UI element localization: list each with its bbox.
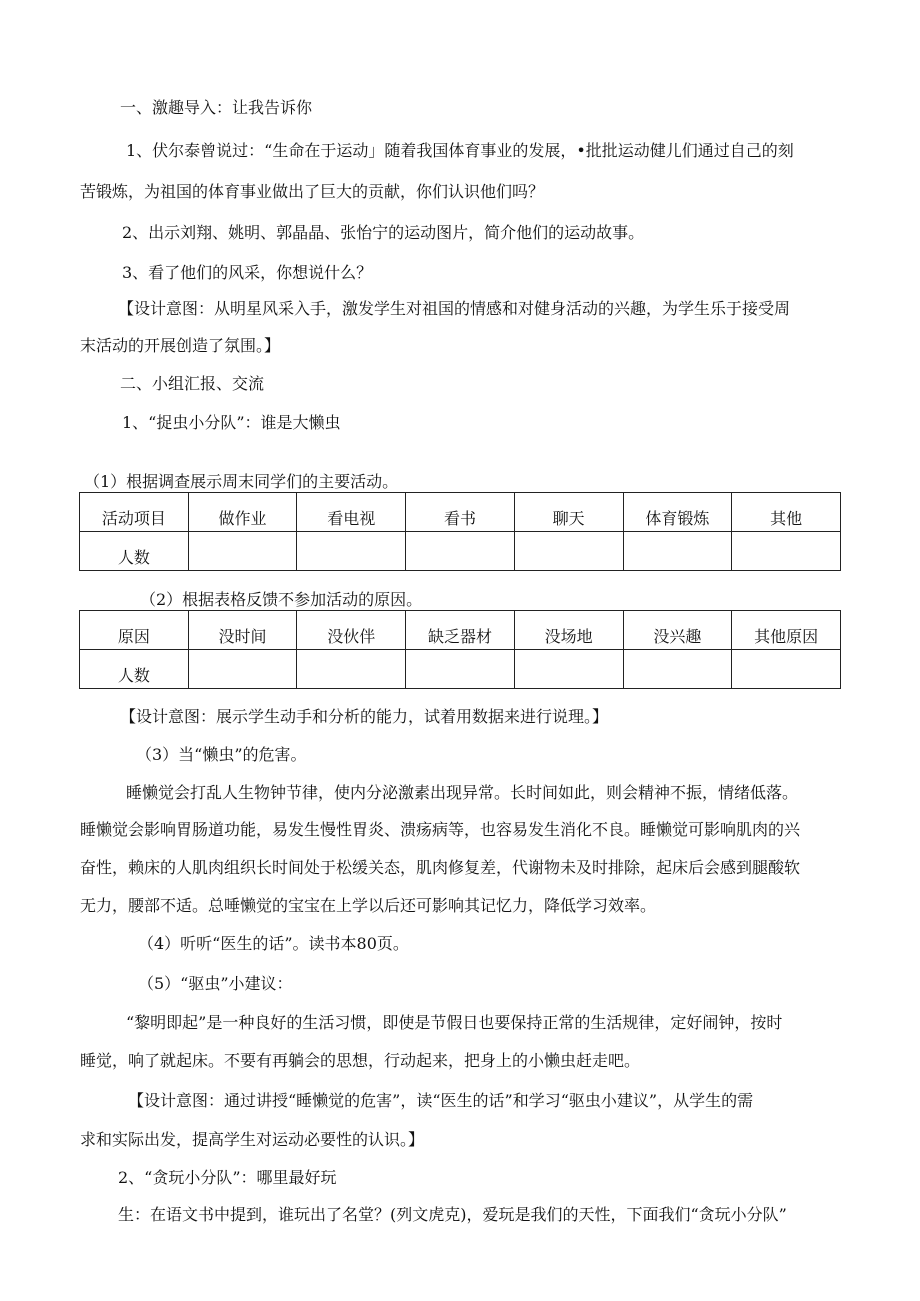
design-intent-line: 末活动的开展创造了氛围。】 — [80, 336, 281, 355]
reason-table — [79, 610, 841, 689]
paragraph-line: 3、看了他们的风采，你想说什么？ — [122, 263, 373, 282]
paragraph-line: 生：在语文书中提到，谁玩出了名堂？(列文虎克)，爱玩是我们的天性，下面我们“贪玩小分队” — [118, 1205, 787, 1224]
table-header-cell: 其他原因 — [732, 611, 841, 650]
design-intent-line: 【设计意图：通过讲授“睡懒觉的危害”，读“医生的话”和学习“驱虫小建议”，从学生的需 — [128, 1091, 754, 1110]
section-heading-1: 一、激趣导入：让我告诉你 — [120, 98, 313, 117]
table-header-cell: 没兴趣 — [623, 611, 732, 650]
table-cell — [297, 650, 406, 689]
subsection-heading: （5）“驱虫”小建议： — [138, 974, 293, 993]
table-header-cell: 体育锻炼 — [623, 493, 732, 532]
paragraph-line: 无力，腰部不适。总唾懒觉的宝宝在上学以后还可影响其记忆力，降低学习效率。 — [80, 896, 657, 915]
table-caption: （2）根据表格反馈不参加活动的原因。 — [140, 590, 423, 609]
paragraph-line: “黎明即起”是一种良好的生活习惯，即使是节假日也要保持正常的生活规律，定好闹钟，按时 — [126, 1013, 783, 1032]
table-cell — [732, 650, 841, 689]
design-intent-line: 【设计意图：从明星风采入手，激发学生对祖国的情感和对健身活动的兴趣，为学生乐于接受周 — [118, 299, 791, 318]
table-row-label: 人数 — [80, 650, 189, 689]
table-header-cell: 看电视 — [297, 493, 406, 532]
subsection-heading: 1、“捉虫小分队”：谁是大懒虫 — [122, 413, 341, 432]
design-intent-line: 求和实际出发，提高学生对运动必要性的认识。】 — [80, 1130, 425, 1149]
table-cell — [514, 532, 623, 571]
table-header-cell: 活动项目 — [80, 493, 189, 532]
table-header-cell: 缺乏器材 — [406, 611, 515, 650]
table-header-cell: 做作业 — [188, 493, 297, 532]
table-header-cell: 聊天 — [514, 493, 623, 532]
paragraph-line: 2、出示刘翔、姚明、郭晶晶、张怡宁的运动图片，简介他们的运动故事。 — [122, 223, 645, 242]
table-cell — [297, 532, 406, 571]
paragraph-line: 奋性，赖床的人肌肉组织长时间处于松缓关态，肌肉修复差，代谢物未及时排除，起床后会感到腿酸软 — [80, 858, 801, 877]
table-cell — [732, 532, 841, 571]
design-intent-line: 【设计意图：展示学生动手和分析的能力，试着用数据来进行说理。】 — [120, 707, 609, 726]
table-cell — [406, 532, 515, 571]
paragraph-line: 睡懒觉会打乱人生物钟节律，使内分泌激素出现异常。长时间如此，则会精神不振，情绪低落。 — [126, 783, 799, 802]
section-heading-2: 二、小组汇报、交流 — [120, 374, 265, 393]
table-header-cell: 看书 — [406, 493, 515, 532]
table-header-cell: 没伙伴 — [297, 611, 406, 650]
table-header-cell: 原因 — [80, 611, 189, 650]
table-cell — [188, 650, 297, 689]
table-row-label: 人数 — [80, 532, 189, 571]
subsection-heading: （3）当“懒虫”的危害。 — [136, 745, 307, 764]
table-caption: （1）根据调查展示周末同学们的主要活动。 — [84, 472, 399, 491]
table-header-cell: 没时间 — [188, 611, 297, 650]
subsection-heading: （4）听听“医生的话”。读书本80页。 — [138, 934, 409, 953]
table-cell — [188, 532, 297, 571]
activity-table — [79, 492, 841, 571]
paragraph-line: 苦锻炼，为祖国的体育事业做出了巨大的贡献，你们认识他们吗？ — [80, 182, 545, 201]
paragraph-line: 1、伏尔泰曾说过：“生命在于运动」随着我国体育事业的发展，•批批运动健儿们通过自己的刻 — [126, 141, 794, 160]
subsection-heading: 2、“贪玩小分队”：哪里最好玩 — [118, 1168, 337, 1187]
paragraph-line: 睡懒觉会影响胃肠道功能，易发生慢性胃炎、溃疡病等，也容易发生消化不良。睡懒觉可影响肌肉的兴 — [80, 820, 801, 839]
paragraph-line: 睡觉，响了就起床。不要有再躺会的思想，行动起来，把身上的小懒虫赶走吧。 — [80, 1051, 641, 1070]
table-cell — [514, 650, 623, 689]
table-cell — [623, 532, 732, 571]
table-cell — [623, 650, 732, 689]
table-header-cell: 没场地 — [514, 611, 623, 650]
table-header-cell: 其他 — [732, 493, 841, 532]
table-cell — [406, 650, 515, 689]
